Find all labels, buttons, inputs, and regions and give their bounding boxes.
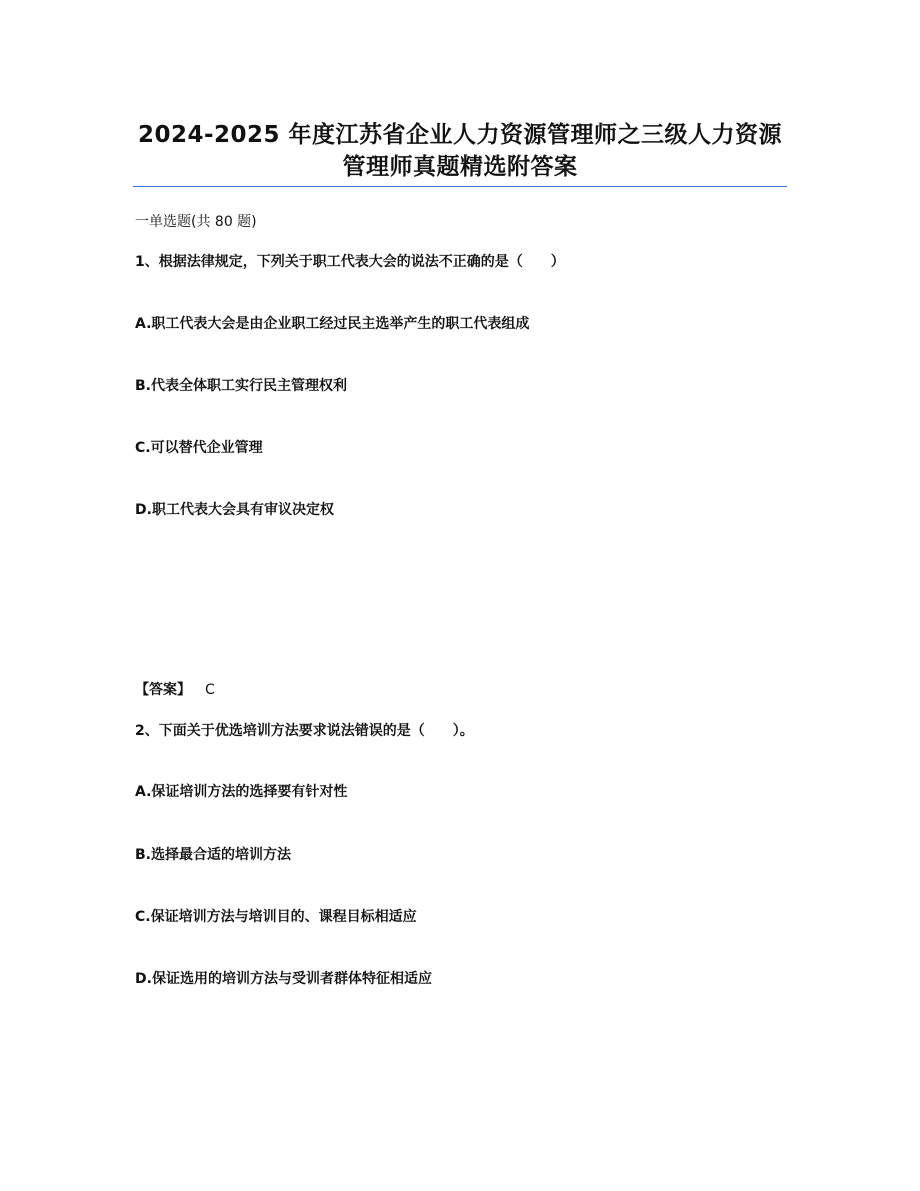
option-b: B.代表全体职工实行民主管理权利 (135, 378, 347, 394)
question-stem: 2、下面关于优选培训方法要求说法错误的是（ ）。 (135, 723, 474, 739)
answer-value: C (205, 682, 215, 698)
option-c: C.保证培训方法与培训目的、课程目标相适应 (135, 909, 417, 925)
option-d: D.职工代表大会具有审议决定权 (135, 502, 334, 518)
option-a: A.职工代表大会是由企业职工经过民主选举产生的职工代表组成 (135, 316, 530, 332)
option-d: D.保证选用的培训方法与受训者群体特征相适应 (135, 971, 432, 987)
answer-label: 【答案】 (135, 682, 191, 698)
answer-line (135, 680, 215, 700)
document-title-line-2: 管理师真题精选附答案 (342, 154, 578, 180)
option-a: A.保证培训方法的选择要有针对性 (135, 784, 348, 800)
title-divider (133, 186, 787, 187)
option-b: B.选择最合适的培训方法 (135, 847, 291, 863)
option-c: C.可以替代企业管理 (135, 440, 263, 456)
section-label: 一单选题(共 80 题) (135, 214, 257, 230)
question-stem: 1、根据法律规定，下列关于职工代表大会的说法不正确的是（ ） (135, 254, 565, 270)
document-title-line-1: 2024-2025 年度江苏省企业人力资源管理师之三级人力资源 (137, 122, 783, 148)
